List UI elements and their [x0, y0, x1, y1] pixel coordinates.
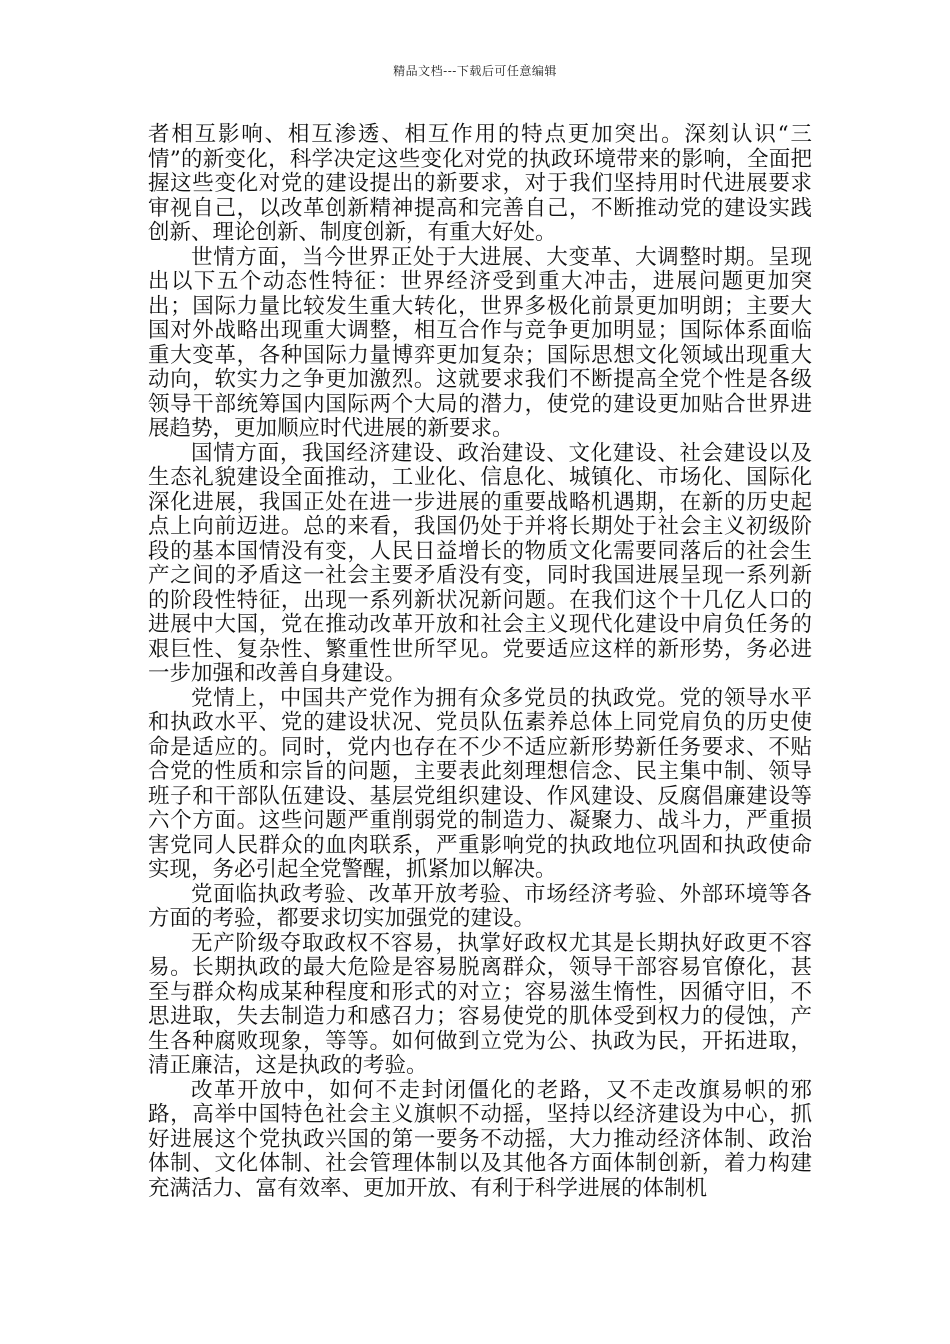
page-header: 精品文档---下载后可任意编辑 — [393, 64, 557, 78]
paragraph-world-situation: 世情方面，当今世界正处于大进展、大变革、大调整时期。呈现出以下五个动态性特征：世界经济受到重大冲击，进展问题更加突出；国际力量比较发生重大转化，世界多极化前景更加明朗；主要大国对外战略出现重大调整，相互合作与竞争更加明显；国际体系面临重大变革，各种国际力量博弈更加复杂；国际思想文化领域出现重大动向，软实力之争更加激烈。这就要求我们不断提高全党个性是各级领导干部统筹国内国际两个大局的潜力，使党的建设更加贴合世界进展趋势，更加顺应时代进展的新要求。 — [148, 244, 812, 441]
paragraph-party-situation: 党情上，中国共产党作为拥有众多党员的执政党。党的领导水平和执政水平、党的建设状况、党员队伍素养总体上同党肩负的历史使命是适应的。同时，党内也存在不少不适应新形势新任务要求、不贴合党的性质和宗旨的问题，主要表此刻理想信念、民主集中制、领导班子和干部队伍建设、基层党组织建设、作风建设、反腐倡廉建设等六个方面。这些问题严重削弱党的制造力、凝聚力、战斗力，严重损害党同人民群众的血肉联系，严重影响党的执政地位巩固和执政使命实现，务必引起全党警醒，抓紧加以解决。 — [148, 685, 812, 882]
document-body — [148, 123, 812, 1201]
paragraph-continuation: 者相互影响、相互渗透、相互作用的特点更加突出。深刻认识“三情”的新变化，科学决定这些变化对党的执政环境带来的影响，全面把握这些变化对党的建设提出的新要求，对于我们坚持用时代进展要求审视自己，以改革创新精神提高和完善自己，不断推动党的建设实践创新、理论创新、制度创新，有重大好处。 — [148, 122, 812, 245]
paragraph-reform-test: 改革开放中，如何不走封闭僵化的老路，又不走改旗易帜的邪路，高举中国特色社会主义旗帜不动摇，坚持以经济建设为中心，抓好进展这个党执政兴国的第一要务不动摇，大力推动经济体制、政治体制、文化体制、社会管理体制以及其他各方面体制创新，着力构建充满活力、富有效率、更加开放、有利于科学进展的体制机 — [148, 1077, 812, 1201]
paragraph-tests-overview: 党面临执政考验、改革开放考验、市场经济考验、外部环境等各方面的考验，都要求切实加强党的建设。 — [148, 881, 812, 931]
paragraph-governing-test: 无产阶级夺取政权不容易，执掌好政权尤其是长期执好政更不容易。长期执政的最大危险是容易脱离群众，领导干部容易官僚化，甚至与群众构成某种程度和形式的对立；容易滋生惰性，因循守旧，不思进取，失去制造力和感召力；容易使党的肌体受到权力的侵蚀，产生各种腐败现象，等等。如何做到立党为公、执政为民，开拓进取，清正廉洁，这是执政的考验。 — [148, 930, 812, 1078]
paragraph-national-situation: 国情方面，我国经济建设、政治建设、文化建设、社会建设以及生态礼貌建设全面推动，工业化、信息化、城镇化、市场化、国际化深化进展，我国正处在进一步进展的重要战略机遇期，在新的历史起点上向前迈进。总的来看，我国仍处于并将长期处于社会主义初级阶段的基本国情没有变，人民日益增长的物质文化需要同落后的社会生产之间的矛盾这一社会主要矛盾没有变，同时我国进展呈现一系列新的阶段性特征，出现一系列新状况新问题。在我们这个十几亿人口的进展中大国，党在推动改革开放和社会主义现代化建设中肩负任务的艰巨性、复杂性、繁重性世所罕见。党要适应这样的新形势，务必进一步加强和改善自身建设。 — [148, 440, 812, 686]
